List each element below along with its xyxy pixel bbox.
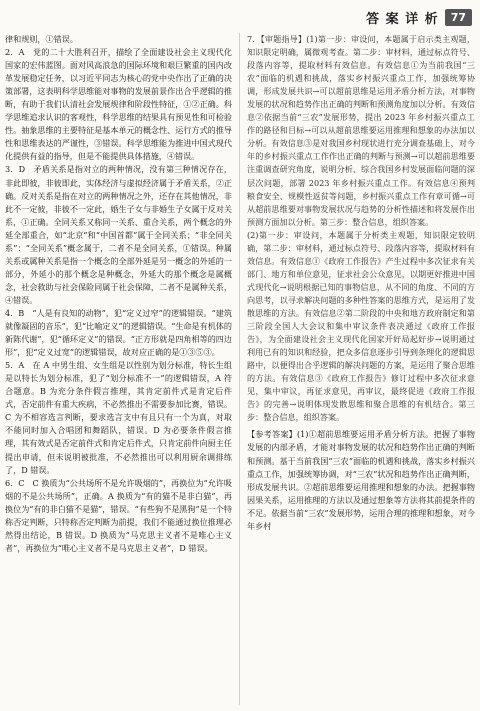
column-divider: [239, 33, 240, 705]
page-header: [366, 6, 472, 28]
page-number-badge: 77: [445, 9, 472, 26]
left-paragraph: 6．C C 换质为“公共场所不是允许吸烟的”，再换位为“允许吸烟的不是公共场所”，正确。A 换质为“有的猫不是非白猫”，再换位为“有的非白猫不是猫”，错误。“有些狗不是黑狗”是一个特称否定判断，只特称否定判断为前提，我们不能通过换位推理必然得出结论，B 错误。D 换质为“马克思主义者不是唯心主义者”，再换位为“唯心主义者不是马克思主义者”，D 错误。: [5, 477, 232, 553]
left-paragraph: 2．A 党的二十大胜利召开，描绘了全面建设社会主义现代化国家的宏伟蓝图。面对风高浪急的国际环境和艰巨繁重的国内改革发展稳定任务，以习近平同志为核心的党中央作出了正确的决策部署，这表明科学思维能对事物的发展前景作出合乎逻辑的推断，有助于我们认清社会发展规律和阶段性特征，①②正确。科学思维追求认识的客观性，科学思维的结果具有预见性和可检验性。抽象思维的主要特征是基本单元的概念性、运行方式的推导性和思维表达的严谨性，③错误。科学思维能为推进中国式现代化提供有益的指导，但是不能提供具体措施，④错误。: [5, 47, 232, 162]
left-paragraph: 3．D 矛盾关系是指对立的两种情况，没有第三种情况存在，非此即彼，非彼即此，实体经济与虚拟经济属于矛盾关系，②正确。反对关系是指在对立的两种情况之外，还存在其他情况，非此不一定彼，非彼不一定此，婚生子女与非婚生子女属于反对关系，①正确。全同关系又称同一关系、重合关系，两个概念的外延全部重合，如“北京”和“中国首都”属于全同关系；“非全同关系”：“全同关系”概念属于，二者不是全同关系，①错误。种属关系或属种关系是指一个概念的全部外延是另一概念的外延的一部分，外延小的那个概念是种概念，外延大的那个概念是属概念，社会救助与社会保险同属于社会保障，二者不是属种关系，④错误。: [5, 164, 232, 305]
left-paragraph: 5．A 在 A 中男生组、女生组是以性别为划分标准，特长生组是以特长为划分标准，犯了“划分标准不一”的逻辑错误，A 符合题意。B 为充分条件假言推理，其肯定前件式是肯定后件式，否定前件有重大疾病，不必然推出不需要参加比赛，错误。C 为不相容选言判断，要求选言支中有且只有一个为真，对取不能同时加入合唱团和舞蹈队，错误。D 为必要条件假言推理，其有效式是否定前件式和肯定后件式，只肯定前件向厨主任提出申请，但未说明被批准，不必然推出可以利用厨余调排练了，D 错误。: [5, 360, 232, 475]
left-column: [5, 33, 232, 705]
header-title: 答 案 详 析: [366, 11, 439, 27]
reference-answer: 【参考答案】(1)①超前思维要运用矛盾分析方法。把握了事物发展的内部矛盾，才能对事物发展的状况和趋势作出正确的判断和预测。基于当前我国“三农”面临的机遇和挑战，落实乡村振兴重点工作，加强统筹协调，对“三农”状况和趋势作出正确判断，形成发展共识。②超前思维要运用推理和想象的办法。把握事物因果关系，运用推理的方法以及通过想象等方法将其前提条件的不足。依据当前“三农”发展形势，运用合理的推理和想象，对今年乡村: [247, 429, 475, 531]
right-paragraph: (2)第一步：审设问，本题属于分析类主观题，知识限定较明确，第二步：审材料，通过标点符号、段落内容等，提取材料有效信息。有效信息①《政府工作报告》产生过程中多次征求有关部门、地方和单位意见，征求社会公众意见，以期更好推进中国式现代化→说明根据已知的事物信息，从不同的角度、不同的方向思考，以寻求解决问题的多种性答案的思维方式，是运用了发散思维的方法。有效信息②第二阶段的中央和地方政府制定和第三阶段全国人大会议和集中审议条件表决通过《政府工作报告》，为全面建设社会主义现代化国家开好局起好步→说明通过利用已有的知识和经验，把众多信息逐步引导到条理化的逻辑思路中，以便得出合乎逻辑的解决问题的方案，是运用了聚合思维的方法。有效信息③《政府工作报告》修订过程中多次征求意见，集中审议，再征求意见，再审议，最终促进《政府工作报告》的完善→说明体现发散思维和聚合思维的有机结合。第三步：整合信息，组织答案。: [247, 229, 475, 423]
left-paragraph: 律和规则，①错误。: [5, 34, 78, 44]
right-paragraph: 7．【审题指导】(1)第一步：审设问，本题属于启示类主观题，知识限定明确，属微观考查。第二步：审材料，通过标点符号、段落内容等，提取材料有效信息。有效信息①为当前我国“三农”面临的机遇和挑战，落实乡村振兴重点工作，加强统筹协调，形成发展共识→可以超前思维是运用矛盾分析方法，对事物发展的状况和趋势作出正确的判断和预测角度加以分析。有效信息②依据当前“三农”发展形势，提出 2023 年乡村振兴重点工作的路径和目标→可以从超前思维要运用推理和想象的办法加以分析。有效信息③是对我国乡村现状进行充分调查基础上，对今年的乡村振兴重点工作作出正确的判断与预测→可以超前思维要注重调查研究角度，说明分析、综合我国乡村发展面临问题的深层次问题，部署 2023 年乡村振兴重点工作。有效信息④预判粮食安全、规模性返贫等问题，乡村振兴重点工作有章可循→可从超前思维要对事物发展状况与趋势的分析性描述和将发展作出预测方面加以分析。第三步：整合信息，组织答案。: [247, 34, 475, 227]
left-paragraph: 4．B “人是有良知的动物”，犯“定义过窄”的逻辑错误。“建筑就像凝固的音乐”，犯“比喻定义”的逻辑错误。“生命是有机体的新陈代谢”，犯“循环定义”的错误。“正方形就是四角相等的四边形”，犯“定义过宽”的逻辑错误，故对应正确的是①③⑤③。: [5, 307, 232, 358]
right-column: [247, 33, 475, 705]
